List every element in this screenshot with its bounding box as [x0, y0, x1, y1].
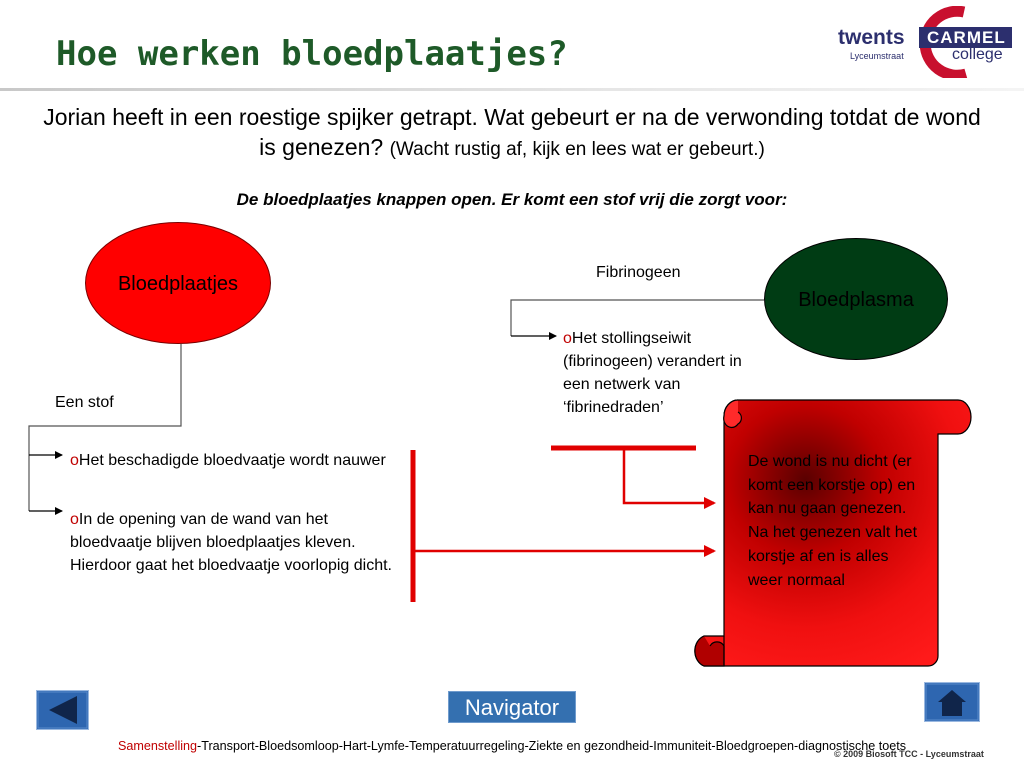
copyright-text: © 2009 Biosoft TCC - Lyceumstraat: [834, 749, 984, 759]
connector-platelets: [29, 344, 181, 511]
plasma-label: Bloedplasma: [798, 289, 914, 311]
bullet-marker: o: [563, 330, 572, 347]
substance-label: Een stof: [55, 394, 114, 411]
footer-link-bloedsomloop[interactable]: Bloedsomloop: [258, 739, 339, 753]
bullet-marker: o: [70, 511, 79, 528]
footer-link-lymfe[interactable]: Lymfe: [370, 739, 405, 753]
back-button[interactable]: [36, 690, 89, 730]
subheading: De bloedplaatjes knappen open. Er komt een stof vrij die zorgt voor:: [236, 190, 788, 209]
question-hint: (Wacht rustig af, kijk en lees wat er gebeurt.): [389, 139, 765, 160]
footer-link-temperatuurregeling[interactable]: Temperatuurregeling: [408, 739, 525, 753]
bullet-text: Het stollingseiwit (fibrinogeen) verandert in een netwerk van ‘fibrinedraden’: [563, 330, 742, 416]
footer-navigation: Samenstelling-Transport-Bloedsomloop-Hart-Lymfe-Temperatuurregeling-Ziekte en gezondheid-Immuniteit-Bloedgroepen-diagnostische toets: [117, 739, 907, 753]
logo-text-college: college: [952, 46, 1003, 63]
logo-text-twents: twents: [838, 26, 905, 49]
scroll-text: De wond is nu dicht (er komt een korstje op) en kan nu gaan genezen. Na het genezen valt het korstje af en is alles weer normaal: [748, 453, 918, 589]
home-icon: [924, 682, 980, 722]
footer-link-hart[interactable]: Hart: [342, 739, 367, 753]
footer-link-immuniteit[interactable]: Immuniteit: [653, 739, 712, 753]
bullet-text: In de opening van de wand van het bloedvaatje blijven bloedplaatjes kleven. Hierdoor gaat het bloedvaatje voorlopig dicht.: [70, 511, 392, 574]
footer-link-transport[interactable]: Transport: [201, 739, 255, 753]
bullet-marker: o: [70, 452, 79, 469]
question-main: Jorian heeft in een roestige spijker getrapt. Wat gebeurt er na de verwonding totdat de wond is genezen?: [43, 104, 981, 160]
navigator-button[interactable]: Navigator: [448, 691, 576, 723]
page-title: Hoe werken bloedplaatjes?: [56, 34, 568, 74]
bullet-vessel-narrows: [70, 449, 400, 472]
logo-text-carmel: CARMEL: [919, 27, 1012, 48]
logo-text-lyceumstraat: Lyceumstraat: [850, 51, 904, 61]
bullet-text: Het beschadigde bloedvaatje wordt nauwer: [78, 452, 386, 469]
back-arrow-icon: [36, 690, 89, 730]
footer-link-diagnostische-toets[interactable]: diagnostische toets: [798, 739, 907, 753]
platelets-label: Bloedplaatjes: [117, 273, 239, 295]
footer-link-samenstelling[interactable]: Samenstelling: [117, 739, 198, 753]
footer-link-ziekte-en-gezondheid[interactable]: Ziekte en gezondheid: [528, 739, 650, 753]
fibrinogen-label: Fibrinogeen: [596, 264, 681, 281]
home-button[interactable]: [924, 682, 980, 722]
footer-link-bloedgroepen[interactable]: Bloedgroepen: [715, 739, 795, 753]
bullet-platelets-stick: [70, 508, 410, 577]
